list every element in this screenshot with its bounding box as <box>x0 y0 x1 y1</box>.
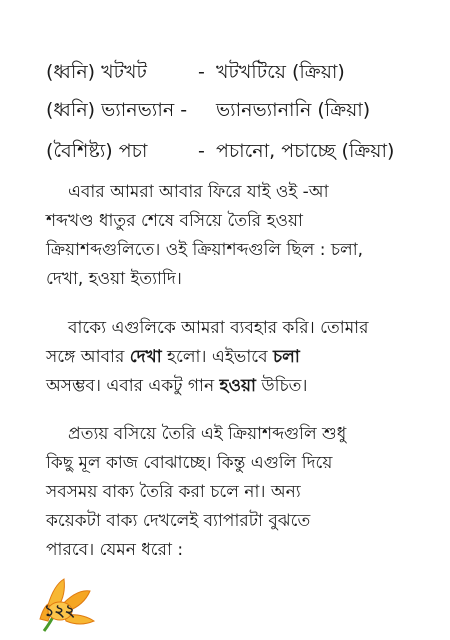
paragraph-line: এবার আমরা আবার ফিরে যাই ওই -আ <box>68 182 329 202</box>
example-dash: - <box>198 140 205 162</box>
example-result: পচানো, পচাচ্ছে (ক্রিয়া) <box>216 140 395 162</box>
bold-word: দেখা <box>129 347 162 367</box>
paragraph-line: কিছু মূল কাজ বোঝাচ্ছে। কিন্তু এগুলি দিয়ে <box>46 453 333 473</box>
page-number: ১২২ <box>44 601 76 620</box>
example-source: (ধ্বনি) খটখট <box>46 61 147 83</box>
paragraph-line: কয়েকটা বাক্য দেখলেই ব্যাপারটা বুঝতে <box>46 511 311 531</box>
paragraph-line: সবসময় বাক্য তৈরি করা চলে না। অন্য <box>46 482 301 502</box>
example-row-2 <box>46 90 426 130</box>
example-dash: - <box>198 61 205 83</box>
bold-word: চলা <box>272 347 300 367</box>
paragraph-line: প্রত্যয় বসিয়ে তৈরি এই ক্রিয়াশব্দগুলি শুধু <box>68 424 347 444</box>
bold-word: হওয়া <box>219 376 256 396</box>
example-result: ভ্যানভ্যানানি (ক্রিয়া) <box>216 99 371 121</box>
paragraph-2 <box>46 314 406 401</box>
paragraph-line: বাক্যে এগুলিকে আমরা ব্যবহার করি। তোমার <box>68 318 369 338</box>
paragraph-line: ক্রিয়াশব্দগুলিতে। ওই ক্রিয়াশব্দগুলি ছিল : চলা, <box>46 240 364 260</box>
paragraph-line: সঙ্গে আবার দেখা হলো। এইভাবে চলা <box>46 347 300 367</box>
example-row-1 <box>46 52 426 92</box>
paragraph-3 <box>46 420 406 565</box>
example-source: (ধ্বনি) ভ্যানভ্যান - <box>46 99 188 121</box>
example-row-3 <box>46 131 426 171</box>
example-source: (বৈশিষ্ট্য) পচা <box>46 140 148 162</box>
paragraph-line: শব্দখণ্ড ধাতুর শেষে বসিয়ে তৈরি হওয়া <box>46 211 303 231</box>
paragraph-line: দেখা, হওয়া ইত্যাদি। <box>46 269 182 289</box>
paragraph-line: পারবে। যেমন ধরো : <box>46 540 184 560</box>
example-result: খটখটিয়ে (ক্রিয়া) <box>216 61 345 83</box>
paragraph-line: অসম্ভব। এবার একটু গান হওয়া উচিত। <box>46 376 308 396</box>
paragraph-1 <box>46 178 406 294</box>
